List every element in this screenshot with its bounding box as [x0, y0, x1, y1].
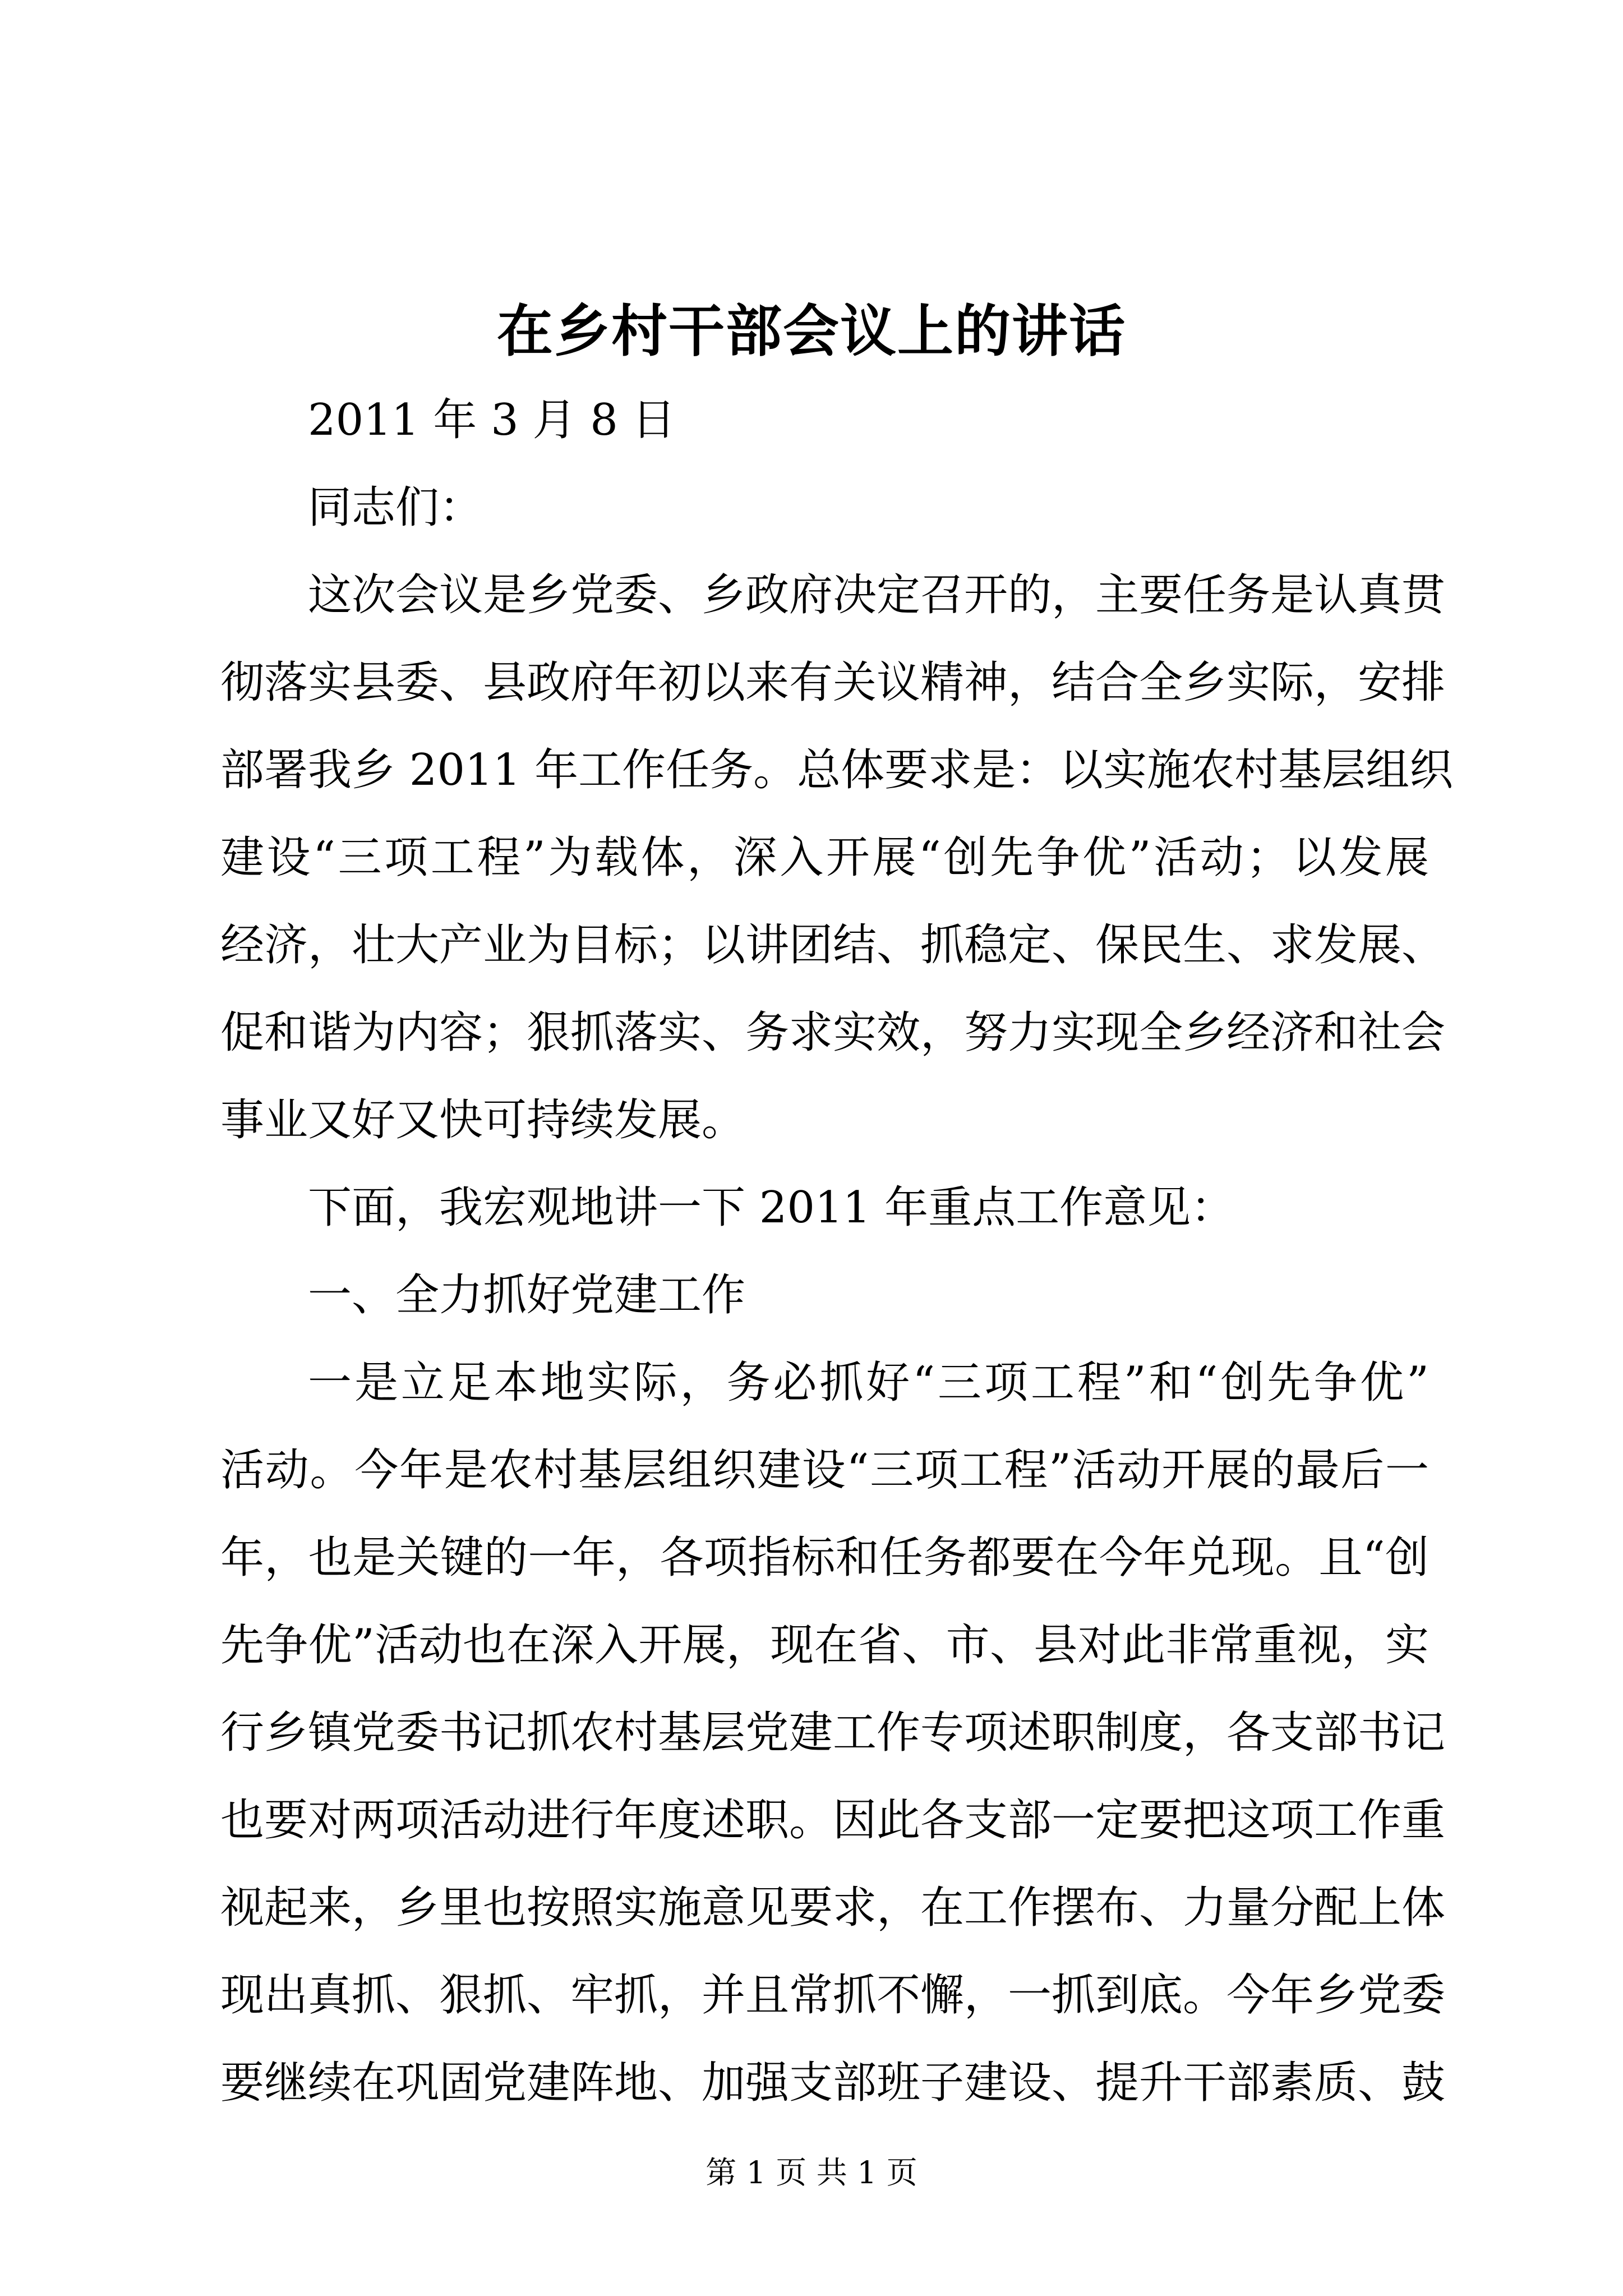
paragraph-line: 部署我乡 2011 年工作任务。总体要求是：以实施农村基层组织 — [220, 745, 1454, 795]
document-salutation: 同志们： — [308, 482, 483, 533]
paragraph-line: 要继续在巩固党建阵地、加强支部班子建设、提升干部素质、鼓 — [220, 2058, 1446, 2108]
document-date: 2011 年 3 月 8 日 — [308, 395, 676, 445]
paragraph-line: 行乡镇党委书记抓农村基层党建工作专项述职制度，各支部书记 — [220, 1708, 1446, 1758]
paragraph-line: 年，也是关键的一年，各项指标和任务都要在今年兑现。且“创 — [220, 1533, 1429, 1583]
paragraph-line: 现出真抓、狠抓、牢抓，并且常抓不懈，一抓到底。今年乡党委 — [220, 1970, 1446, 2021]
paragraph-line: 下面，我宏观地讲一下 2011 年重点工作意见： — [308, 1182, 1235, 1233]
paragraph-line: 彻落实县委、县政府年初以来有关议精神，结合全乡实际，安排 — [220, 657, 1446, 708]
paragraph-3 — [220, 1347, 1446, 2135]
paragraph-line: 先争优”活动也在深入开展，现在省、市、县对此非常重视，实 — [220, 1620, 1429, 1671]
document-title: 在乡村干部会议上的讲话 — [497, 298, 1126, 364]
document-body — [220, 385, 1454, 2135]
paragraph-line: 视起来，乡里也按照实施意见要求，在工作摆布、力量分配上体 — [220, 1883, 1446, 1933]
paragraph-line: 经济，壮大产业为目标；以讲团结、抓稳定、保民生、求发展、 — [220, 920, 1446, 970]
paragraph-line: 建设“三项工程”为载体，深入开展“创先争优”活动；以发展 — [220, 832, 1429, 883]
paragraph-line: 也要对两项活动进行年度述职。因此各支部一定要把这项工作重 — [220, 1795, 1446, 1846]
paragraph-1 — [220, 560, 1454, 1172]
paragraph-line: 活动。今年是农村基层组织建设“三项工程”活动开展的最后一 — [220, 1445, 1429, 1496]
section-heading-text: 一、全力抓好党建工作 — [308, 1270, 746, 1320]
paragraph-line: 这次会议是乡党委、乡政府决定召开的，主要任务是认真贯 — [308, 570, 1446, 620]
paragraph-line: 事业又好又快可持续发展。 — [220, 1095, 746, 1145]
page-footer: 第 1 页 共 1 页 — [706, 2155, 917, 2191]
paragraph-2 — [220, 1172, 1429, 1260]
section-heading — [220, 1260, 1429, 1347]
paragraph-line: 促和谐为内容；狠抓落实、务求实效，努力实现全乡经济和社会 — [220, 1007, 1446, 1058]
paragraph-line: 一是立足本地实际，务必抓好“三项工程”和“创先争优” — [308, 1358, 1429, 1408]
